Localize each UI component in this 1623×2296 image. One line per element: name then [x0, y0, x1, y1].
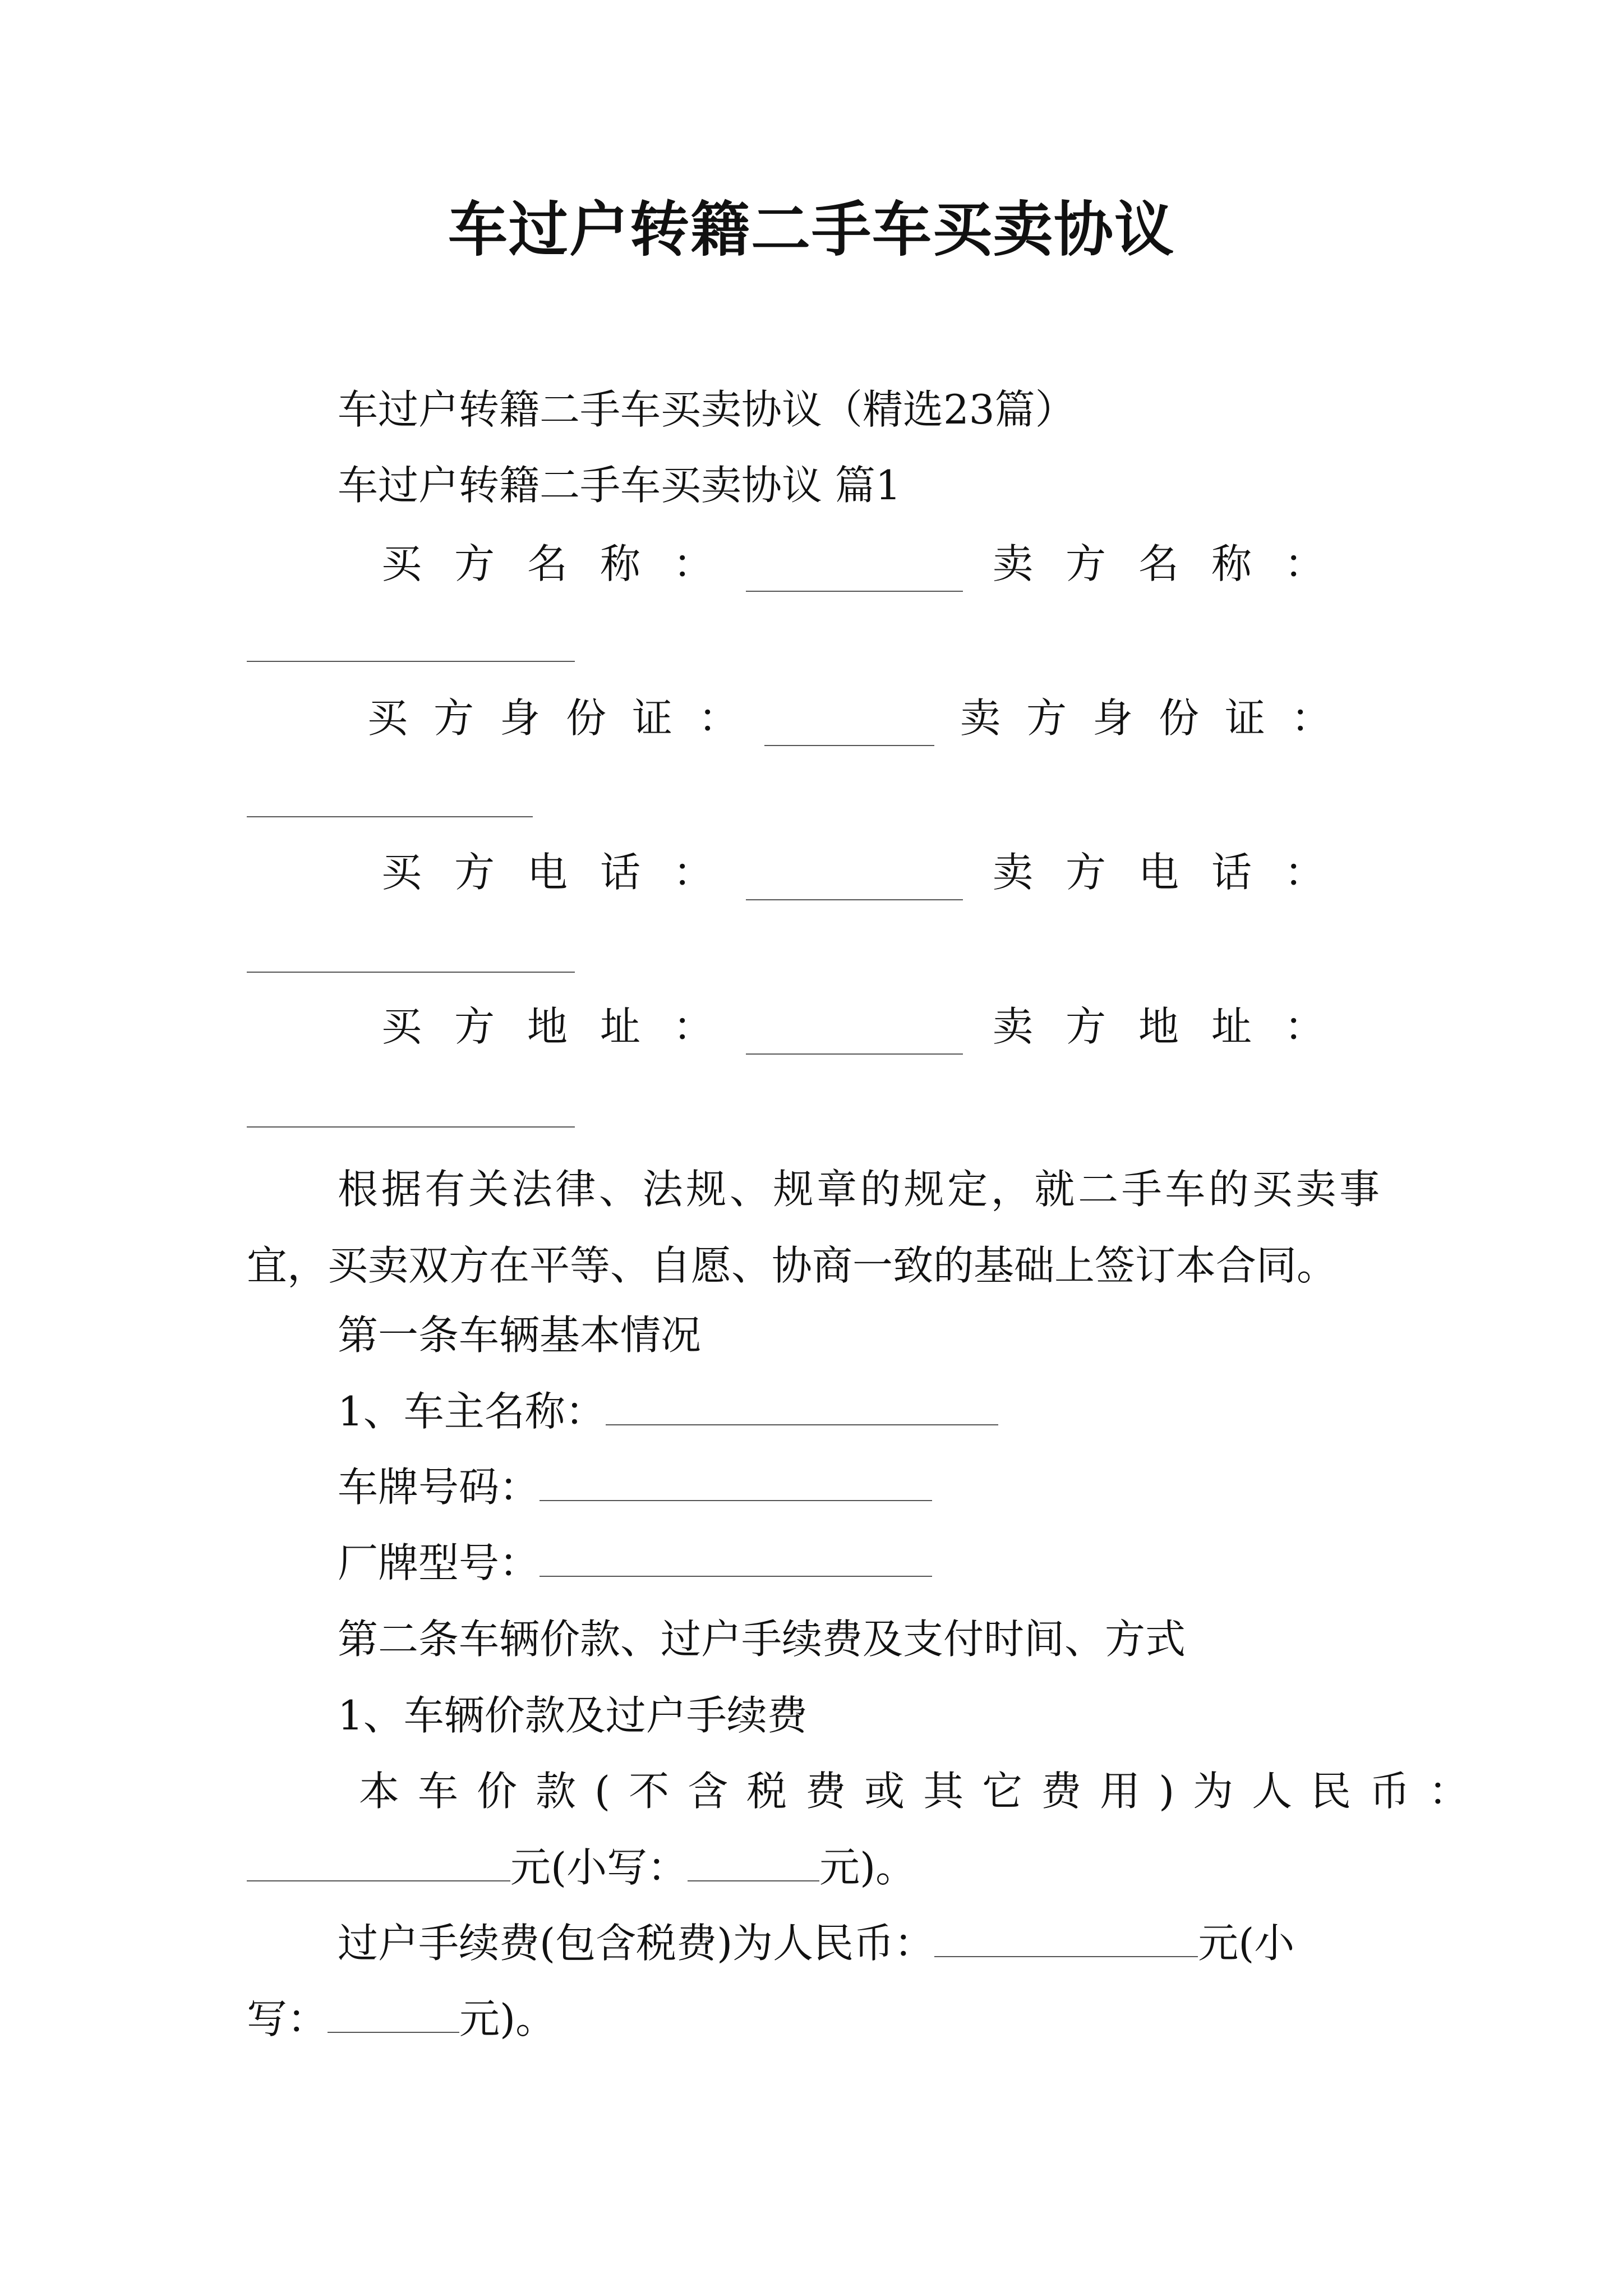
document-title: 车过户转籍二手车买卖协议	[448, 195, 1175, 264]
plate-number-blank	[540, 1458, 932, 1501]
owner-name-row	[338, 1383, 998, 1439]
party-id-row	[367, 690, 1357, 746]
party-address-row	[381, 999, 1357, 1055]
owner-name-label: 1、车主名称：	[338, 1388, 606, 1435]
fee-label: 过户手续费(包含税费)为人民币：	[338, 1920, 935, 1967]
buyer-phone-label: 买方电话：	[381, 849, 746, 896]
buyer-address-blank	[746, 1012, 963, 1055]
price-row	[247, 1839, 916, 1895]
seller-id-blank	[247, 816, 533, 817]
fee-small-row	[247, 1990, 556, 2047]
seller-address-label: 卖方地址：	[992, 1003, 1357, 1050]
price-end-text: 元)。	[819, 1844, 916, 1891]
seller-name-label: 卖方名称：	[992, 540, 1357, 587]
fee-end-text: 元)。	[459, 1995, 556, 2042]
document-subtitle: 车过户转籍二手车买卖协议（精选23篇）	[338, 386, 1076, 433]
fee-xie-text: 写：	[247, 1995, 328, 2042]
fee-blank	[934, 1915, 1198, 1957]
fee-yuan-text: 元(小	[1198, 1920, 1295, 1967]
fee-small-blank	[328, 1990, 459, 2033]
buyer-phone-blank	[746, 858, 963, 900]
seller-id-label: 卖方身份证：	[960, 694, 1357, 742]
section-heading: 车过户转籍二手车买卖协议 篇1	[338, 462, 901, 509]
price-small-blank	[688, 1839, 819, 1881]
seller-phone-blank	[247, 972, 575, 973]
buyer-address-label: 买方地址：	[381, 1003, 746, 1050]
party-name-row	[381, 536, 1357, 592]
price-label: 本车价款(不含税费或其它费用)为人民币：	[359, 1768, 1488, 1815]
brand-model-label: 厂牌型号：	[338, 1539, 540, 1586]
buyer-id-blank	[764, 703, 934, 746]
article2-heading: 第二条车辆价款、过户手续费及支付时间、方式	[338, 1616, 1186, 1663]
brand-model-row	[338, 1534, 932, 1591]
seller-address-blank	[247, 1126, 575, 1128]
seller-name-blank	[247, 661, 575, 662]
price-blank	[247, 1839, 510, 1881]
article2-item1: 1、车辆价款及过户手续费	[338, 1692, 808, 1739]
buyer-name-label: 买方名称：	[381, 540, 746, 587]
price-yuan-text: 元(小写：	[510, 1844, 688, 1891]
buyer-id-label: 买方身份证：	[367, 694, 765, 742]
party-phone-row	[381, 844, 1357, 900]
plate-number-row	[338, 1458, 932, 1515]
owner-name-blank	[606, 1383, 998, 1425]
article1-heading: 第一条车辆基本情况	[338, 1312, 702, 1359]
plate-number-label: 车牌号码：	[338, 1464, 540, 1511]
brand-model-blank	[540, 1534, 932, 1577]
seller-phone-label: 卖方电话：	[992, 849, 1357, 896]
intro-paragraph: 根据有关法律、法规、规章的规定，就二手车的买卖事宜，买卖双方在平等、自愿、协商一致的基础上签订本合同。	[247, 1166, 1380, 1289]
fee-row	[338, 1915, 1294, 1971]
buyer-name-blank	[746, 549, 963, 592]
